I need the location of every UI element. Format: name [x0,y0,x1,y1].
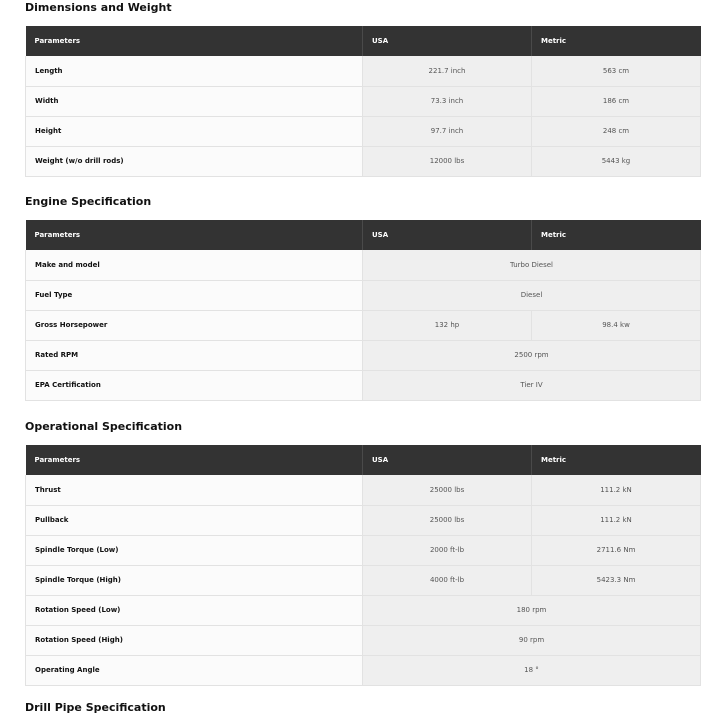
table-row [26,475,701,505]
table-row [26,625,701,655]
usa-value: 25000 lbs [363,475,532,505]
header-parameters: Parameters [26,26,363,56]
param-name: Gross Horsepower [26,310,363,340]
param-name: Thrust [26,475,363,505]
metric-value: 2711.6 Nm [532,535,701,565]
param-name: Spindle Torque (High) [26,565,363,595]
table-row [26,505,701,535]
merged-value: Turbo Diesel [363,250,701,280]
usa-value: 73.3 inch [363,86,532,116]
spec-section-engine [25,194,700,401]
param-name: Spindle Torque (Low) [26,535,363,565]
metric-value: 98.4 kw [532,310,701,340]
header-usa: USA [363,220,532,250]
merged-value: 90 rpm [363,625,701,655]
metric-value: 111.2 kN [532,505,701,535]
spec-section-dimensions [25,0,700,177]
table-row [26,340,701,370]
table-row [26,370,701,400]
table-row [26,655,701,685]
param-name: Fuel Type [26,280,363,310]
spec-table [25,445,701,686]
header-usa: USA [363,445,532,475]
merged-value: 2500 rpm [363,340,701,370]
table-header-row [26,26,701,56]
usa-value: 132 hp [363,310,532,340]
table-row [26,280,701,310]
header-parameters: Parameters [26,220,363,250]
param-name: Pullback [26,505,363,535]
table-row [26,595,701,625]
param-name: Rotation Speed (High) [26,625,363,655]
table-header-row [26,220,701,250]
spec-table [25,26,701,177]
metric-value: 5443 kg [532,146,701,176]
header-metric: Metric [532,26,701,56]
header-parameters: Parameters [26,445,363,475]
section-title: Operational Specification [25,420,183,433]
param-name: Length [26,56,363,86]
usa-value: 97.7 inch [363,116,532,146]
usa-value: 4000 ft-lb [363,565,532,595]
table-row [26,310,701,340]
table-row [26,86,701,116]
table-row [26,535,701,565]
metric-value: 186 cm [532,86,701,116]
merged-value: 180 rpm [363,595,701,625]
table-row [26,565,701,595]
merged-value: Tier IV [363,370,701,400]
table-row [26,146,701,176]
table-row [26,116,701,146]
table-row [26,250,701,280]
header-usa: USA [363,26,532,56]
section-title: Dimensions and Weight [25,1,172,14]
param-name: Weight (w/o drill rods) [26,146,363,176]
spec-table [25,220,701,401]
metric-value: 111.2 kN [532,475,701,505]
usa-value: 12000 lbs [363,146,532,176]
section-title-next: Drill Pipe Specification [25,701,166,714]
param-name: Rotation Speed (Low) [26,595,363,625]
header-metric: Metric [532,445,701,475]
param-name: EPA Certification [26,370,363,400]
param-name: Rated RPM [26,340,363,370]
header-metric: Metric [532,220,701,250]
usa-value: 2000 ft-lb [363,535,532,565]
spec-section-operational [25,419,700,686]
table-header-row [26,445,701,475]
param-name: Height [26,116,363,146]
param-name: Width [26,86,363,116]
merged-value: 18 ° [363,655,701,685]
param-name: Make and model [26,250,363,280]
merged-value: Diesel [363,280,701,310]
usa-value: 25000 lbs [363,505,532,535]
metric-value: 563 cm [532,56,701,86]
usa-value: 221.7 inch [363,56,532,86]
metric-value: 5423.3 Nm [532,565,701,595]
table-row [26,56,701,86]
param-name: Operating Angle [26,655,363,685]
metric-value: 248 cm [532,116,701,146]
section-title: Engine Specification [25,195,152,208]
